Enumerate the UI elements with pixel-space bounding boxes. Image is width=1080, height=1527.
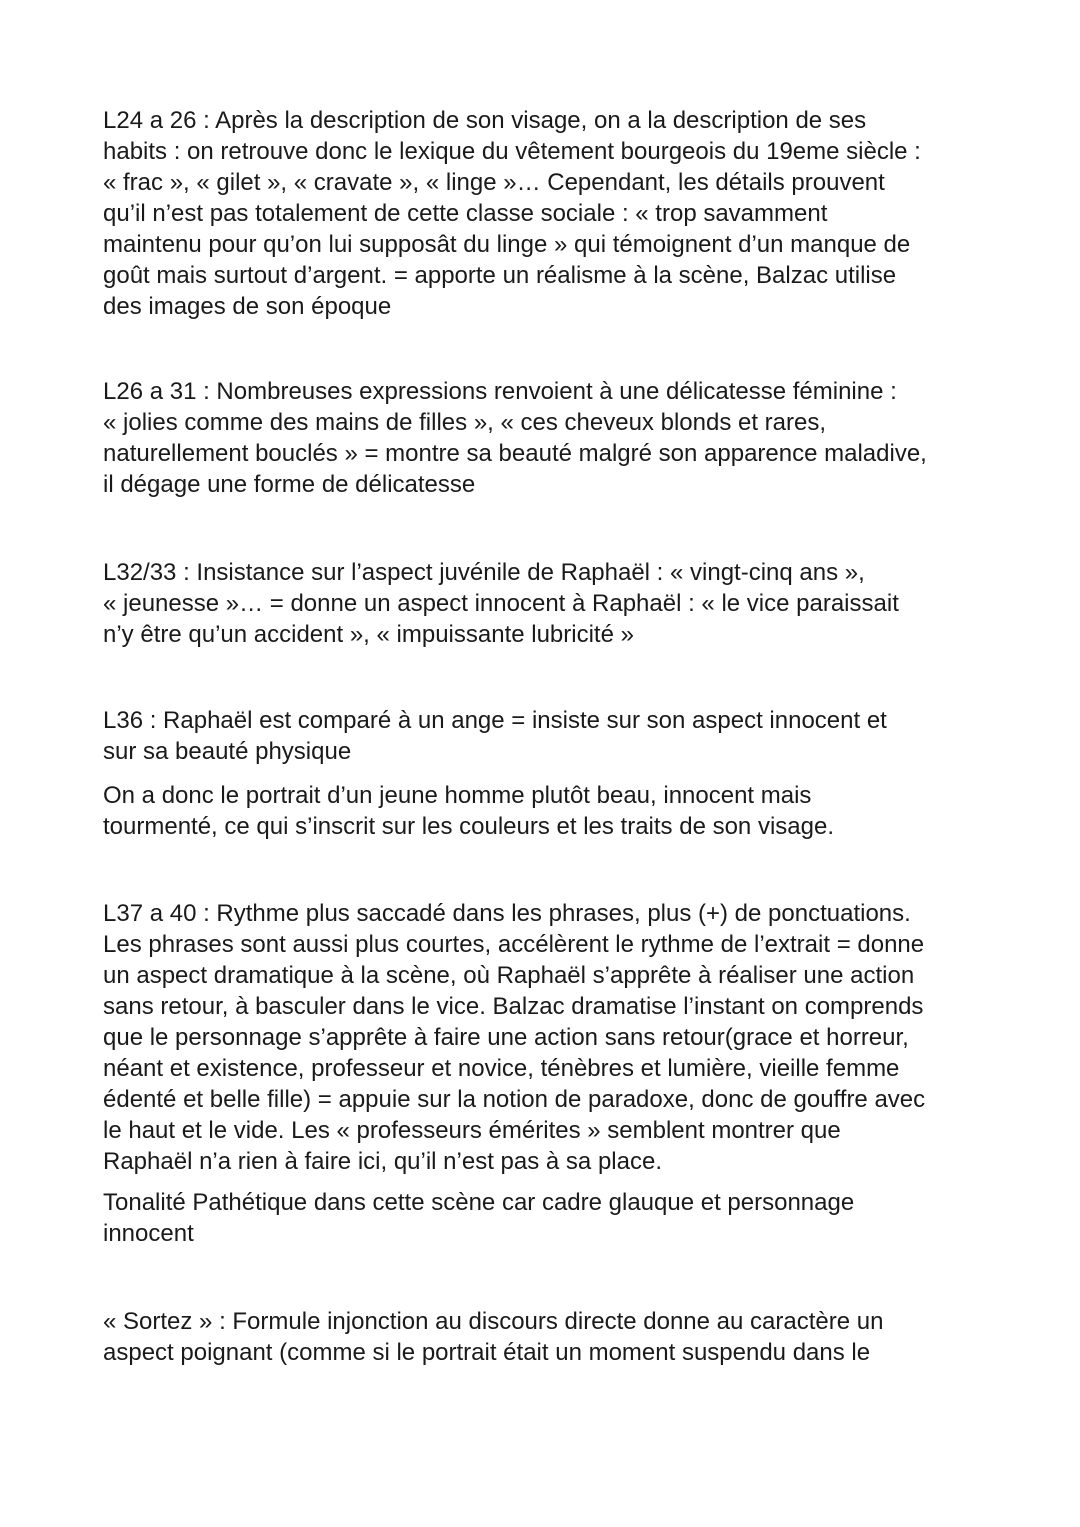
paragraph-l24-26 <box>103 105 921 322</box>
text-line: le haut et le vide. Les « professeurs émérites » semblent montrer que <box>103 1117 841 1144</box>
text-line: des images de son époque <box>103 293 392 320</box>
text-line: n’y être qu’un accident », « impuissante lubricité » <box>103 621 634 648</box>
text-line: qu’il n’est pas totalement de cette classe sociale : « trop savamment <box>103 200 828 227</box>
text-line: On a donc le portrait d’un jeune homme plutôt beau, innocent mais <box>103 782 812 809</box>
text-line: L32/33 : Insistance sur l’aspect juvénile de Raphaël : « vingt-cinq ans », <box>103 559 865 586</box>
text-line: aspect poignant (comme si le portrait était un moment suspendu dans le <box>103 1339 871 1366</box>
text-line: un aspect dramatique à la scène, où Raphaël s’apprête à réaliser une action <box>103 962 915 989</box>
text-line: il dégage une forme de délicatesse <box>103 471 476 498</box>
text-line: « frac », « gilet », « cravate », « linge »… Cependant, les détails prouvent <box>103 169 885 196</box>
text-line: édenté et belle fille) = appuie sur la notion de paradoxe, donc de gouffre avec <box>103 1086 926 1113</box>
text-line: L36 : Raphaël est comparé à un ange = insiste sur son aspect innocent et <box>103 707 887 734</box>
paragraph-sortez <box>103 1306 883 1368</box>
text-line: Tonalité Pathétique dans cette scène car cadre glauque et personnage <box>103 1189 855 1216</box>
text-line: néant et existence, professeur et novice, ténèbres et lumière, vieille femme <box>103 1055 900 1082</box>
paragraph-l26-31 <box>103 376 927 500</box>
text-line: tourmenté, ce qui s’inscrit sur les couleurs et les traits de son visage. <box>103 813 834 840</box>
paragraph-l32-33 <box>103 557 899 650</box>
text-line: habits : on retrouve donc le lexique du vêtement bourgeois du 19eme siècle : <box>103 138 921 165</box>
text-line: goût mais surtout d’argent. = apporte un réalisme à la scène, Balzac utilise <box>103 262 897 289</box>
text-line: que le personnage s’apprête à faire une action sans retour(grace et horreur, <box>103 1024 909 1051</box>
text-line: Les phrases sont aussi plus courtes, accélèrent le rythme de l’extrait = donne <box>103 931 925 958</box>
text-line: innocent <box>103 1220 194 1247</box>
text-line: L26 a 31 : Nombreuses expressions renvoient à une délicatesse féminine : <box>103 378 897 405</box>
text-line: naturellement bouclés » = montre sa beauté malgré son apparence maladive, <box>103 440 927 467</box>
paragraph-tonalite <box>103 1187 854 1249</box>
text-line: sur sa beauté physique <box>103 738 352 765</box>
text-line: « jeunesse »… = donne un aspect innocent à Raphaël : « le vice paraissait <box>103 590 899 617</box>
text-line: maintenu pour qu’on lui supposât du linge » qui témoignent d’un manque de <box>103 231 911 258</box>
text-line: Raphaël n’a rien à faire ici, qu’il n’est pas à sa place. <box>103 1148 662 1175</box>
paragraph-l36 <box>103 705 887 767</box>
paragraph-portrait-summary <box>103 780 834 842</box>
text-line: « Sortez » : Formule injonction au discours directe donne au caractère un <box>103 1308 884 1335</box>
text-line: L37 a 40 : Rythme plus saccadé dans les phrases, plus (+) de ponctuations. <box>103 900 911 927</box>
paragraph-l37-40 <box>103 898 925 1177</box>
text-line: « jolies comme des mains de filles », « ces cheveux blonds et rares, <box>103 409 827 436</box>
text-line: L24 a 26 : Après la description de son visage, on a la description de ses <box>103 107 867 134</box>
text-line: sans retour, à basculer dans le vice. Balzac dramatise l’instant on comprends <box>103 993 924 1020</box>
